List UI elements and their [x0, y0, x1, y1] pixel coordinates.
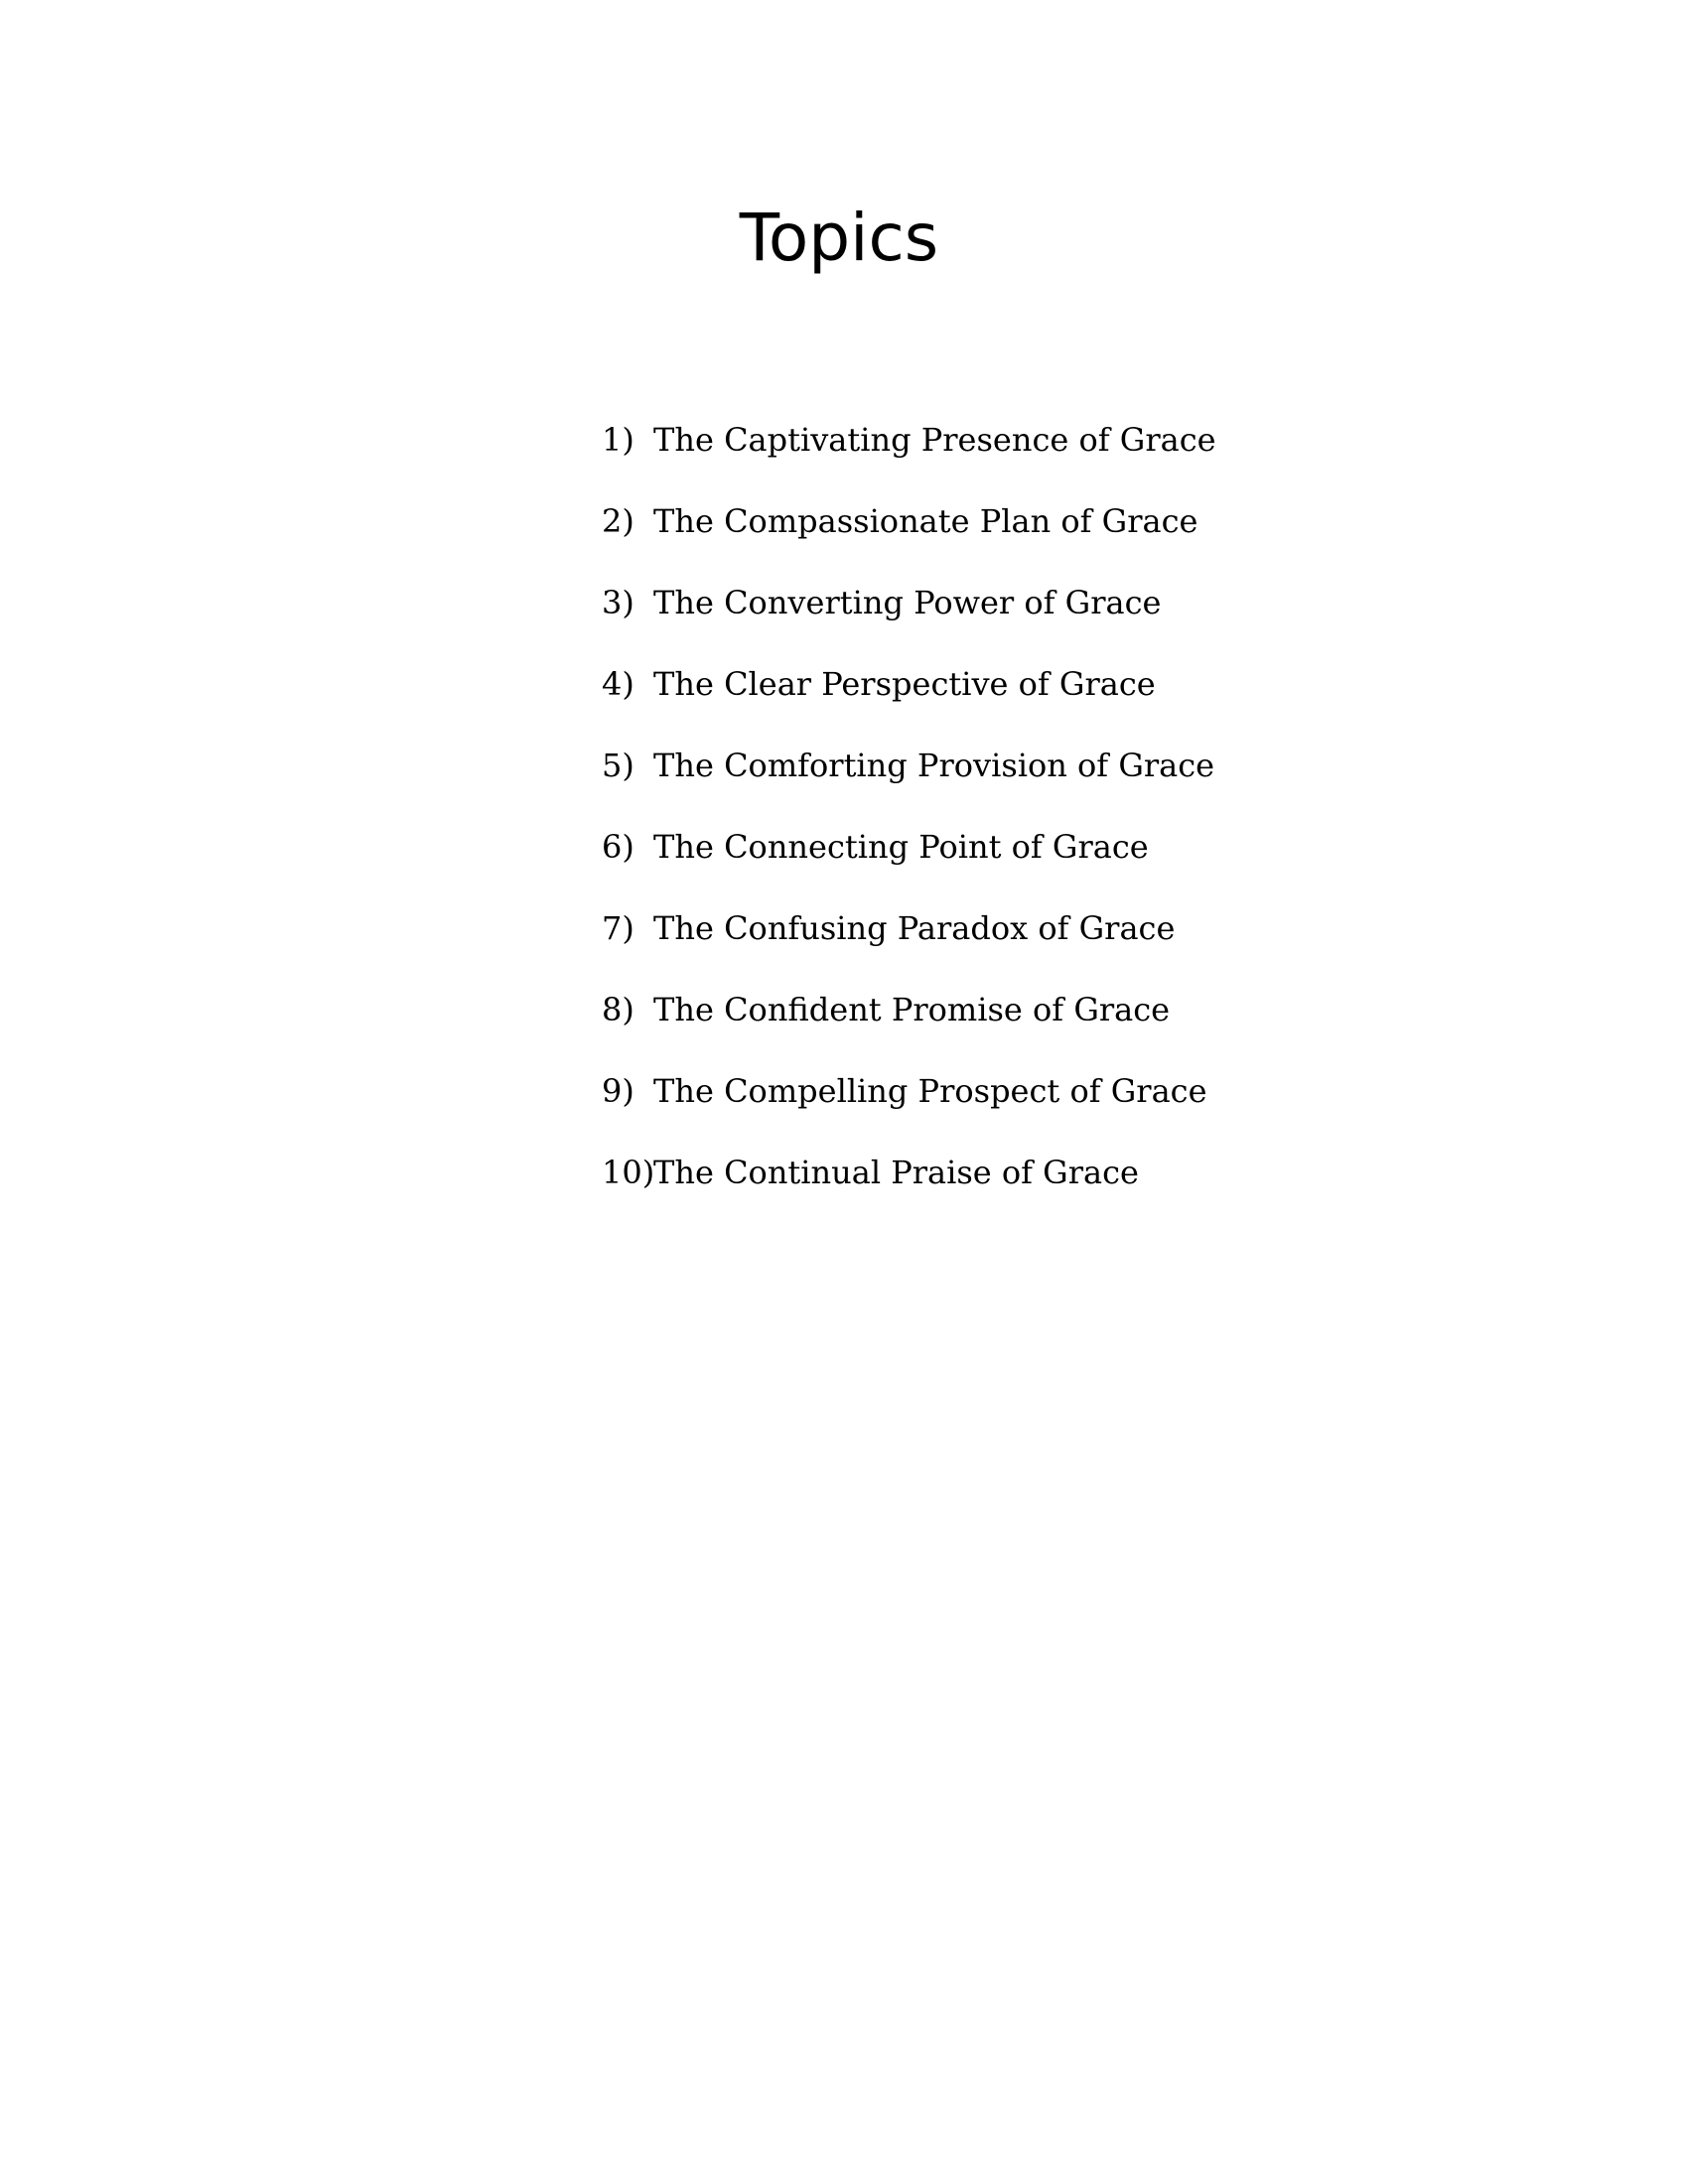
- topic-text: The Confusing Paradox of Grace: [653, 909, 1176, 947]
- topic-text: The Continual Praise of Grace: [653, 1154, 1139, 1191]
- topic-text: The Compassionate Plan of Grace: [653, 502, 1198, 540]
- topic-number: 7): [602, 909, 634, 947]
- topic-item: [602, 415, 1216, 496]
- topic-item: [602, 659, 1216, 741]
- topic-number: 3): [602, 584, 634, 621]
- topic-text: The Converting Power of Grace: [653, 584, 1162, 621]
- topic-text: The Connecting Point of Grace: [653, 828, 1149, 866]
- topic-item: [602, 1066, 1216, 1148]
- topic-number: 4): [602, 665, 634, 703]
- topic-item: [602, 985, 1216, 1066]
- topic-number: 2): [602, 502, 634, 540]
- topic-number: 5): [602, 747, 634, 784]
- topic-item: [602, 578, 1216, 659]
- topic-number: 6): [602, 828, 634, 866]
- topic-item: [602, 741, 1216, 822]
- topic-text: The Clear Perspective of Grace: [653, 665, 1156, 703]
- topic-item: [602, 1148, 1216, 1229]
- topic-text: The Captivating Presence of Grace: [653, 421, 1216, 459]
- page-title: Topics: [739, 200, 939, 276]
- topic-number: 8): [602, 991, 634, 1028]
- topic-item: [602, 903, 1216, 985]
- topic-text: The Compelling Prospect of Grace: [653, 1072, 1207, 1110]
- topic-number: 9): [602, 1072, 634, 1110]
- topic-list: [602, 415, 1216, 1229]
- topic-text: The Comforting Provision of Grace: [653, 747, 1215, 784]
- topic-item: [602, 496, 1216, 578]
- topic-text: The Confident Promise of Grace: [653, 991, 1171, 1028]
- topic-item: [602, 822, 1216, 903]
- topic-number: 10): [602, 1154, 655, 1191]
- topic-number: 1): [602, 421, 634, 459]
